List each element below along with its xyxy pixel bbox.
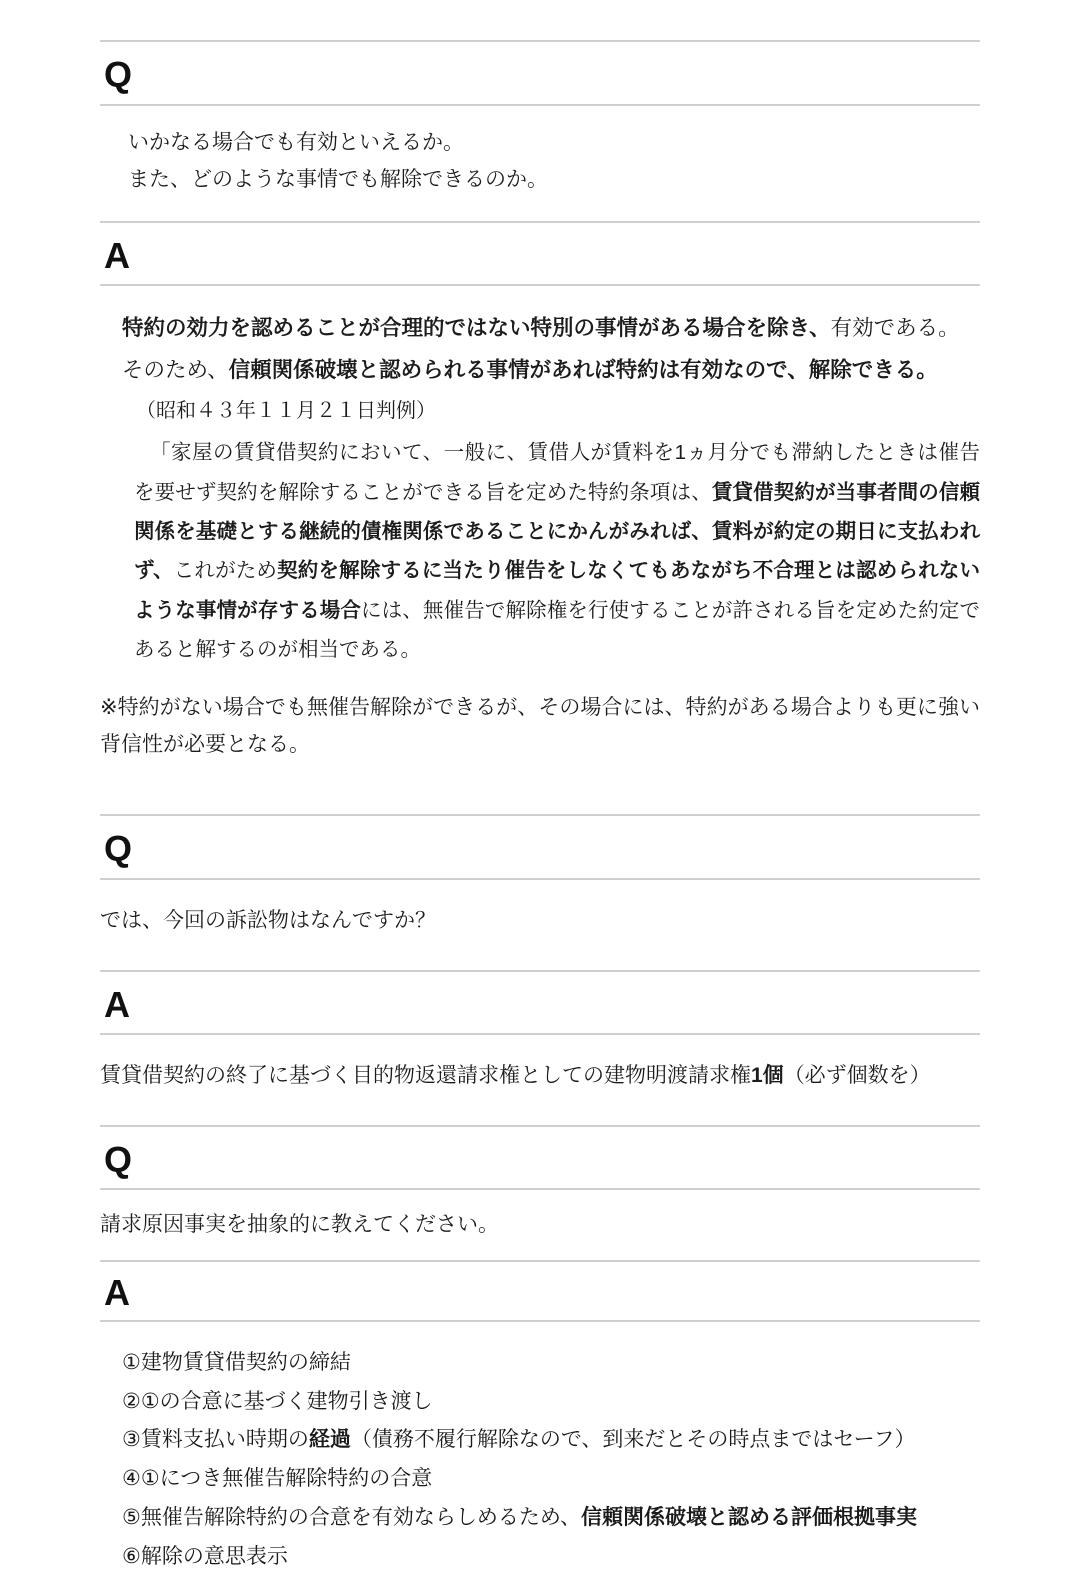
- answer-label: A: [104, 1271, 130, 1313]
- answer-header-1: [100, 221, 980, 287]
- question-label: Q: [104, 1138, 133, 1180]
- answer-line-1-rest: 有効である。: [830, 316, 960, 341]
- answer-line-1-bold: 特約の効力を認めることが合理的ではない特別の事情がある場合を除き、: [122, 316, 831, 341]
- question-label: Q: [104, 828, 133, 870]
- list-item-pre: ⑤無催告解除特約の合意を有効ならしめるため、: [122, 1506, 581, 1530]
- question-line: いかなる場合でも有効といえるか。: [128, 130, 464, 154]
- question-body-3: [100, 1190, 980, 1259]
- question-header-3: [100, 1125, 980, 1191]
- answer-line-1: [122, 308, 980, 350]
- question-line: では、今回の訴訟物はなんですか？: [100, 909, 436, 933]
- answer-line-2-bold: 信頼関係破壊と認められる事情があれば特約は有効なので、解除できる。: [228, 358, 938, 383]
- list-item-post: （債務不履行解除なので、到来だとその時点まではセーフ）: [350, 1428, 916, 1452]
- list-item-pre: ③賃料支払い時期の: [122, 1428, 309, 1452]
- quote-part-3: には、無催告で解除権を行使することが許される旨を定めた約定であると解するのが相当である。: [134, 598, 981, 661]
- question-line: 請求原因事実を抽象的に教えてください。: [100, 1213, 499, 1237]
- answer-citation: （昭和４３年１１月２１日判例）: [136, 400, 436, 423]
- list-item: [122, 1421, 980, 1460]
- supplementary-note: ※特約がない場合でも無催告解除ができるが、その場合には、特約がある場合よりも更に強い背信性が必要となる。: [100, 695, 980, 756]
- quote-part-1: 「家屋の賃貸借契約において、一般に、賃借人が賃料を1ヵ月分でも滞納したときは催告を要せず契約を解除することができる旨を定めた特約条項は、: [134, 441, 980, 504]
- list-item: ①建物賃貸借契約の締結: [122, 1350, 351, 1374]
- list-item-bold: 経過: [308, 1428, 351, 1452]
- answer-header-3: [100, 1260, 980, 1322]
- question-header-1: [100, 40, 980, 106]
- bottom-spacer: [100, 1577, 980, 1595]
- answer-line-2: [122, 350, 980, 392]
- answer-2-pre: 賃貸借契約の終了に基づく目的物返還請求権としての建物明渡請求権: [100, 1064, 751, 1088]
- answer-lead-lines: [100, 308, 980, 431]
- question-body-2: [100, 880, 980, 969]
- quote-bold-2: 契約を解除するに当たり催告をしなくてもあながち不合理とは認められないような事情が存する場合: [134, 559, 980, 622]
- answer-body-1: [100, 286, 980, 814]
- question-header-2: [100, 814, 980, 880]
- quote-part-2: これがため: [173, 559, 278, 583]
- list-item: ⑥解除の意思表示: [122, 1544, 288, 1568]
- answer-line-2-pre: そのため、: [122, 358, 229, 383]
- question-body-1: [100, 106, 980, 221]
- list-item: ②①の合意に基づく建物引き渡し: [122, 1389, 433, 1413]
- court-quotation: [100, 433, 980, 669]
- answer-body-3: [100, 1322, 980, 1577]
- answer-2-post: （必ず個数を）: [783, 1064, 931, 1088]
- answer-2-count: 1個: [751, 1064, 784, 1088]
- content-column: [100, 0, 980, 1595]
- answer-label: A: [104, 234, 130, 276]
- question-label: Q: [104, 54, 133, 95]
- answer-body-2: [100, 1035, 980, 1124]
- list-item: [122, 1499, 980, 1538]
- answer-label: A: [104, 983, 130, 1025]
- answer-header-2: [100, 970, 980, 1036]
- list-item: ④①につき無催告解除特約の合意: [122, 1467, 433, 1491]
- list-item-bold: 信頼関係破壊と認める評価根拠事実: [580, 1506, 917, 1530]
- answer-line: [100, 1057, 980, 1094]
- question-line: また、どのような事情でも解除できるのか。: [128, 168, 548, 192]
- quote-bold-1: 賃貸借契約が当事者間の信頼関係を基礎とする継続的債権関係であることにかんがみれば、賃料が約定の期日に支払われず、: [134, 480, 981, 583]
